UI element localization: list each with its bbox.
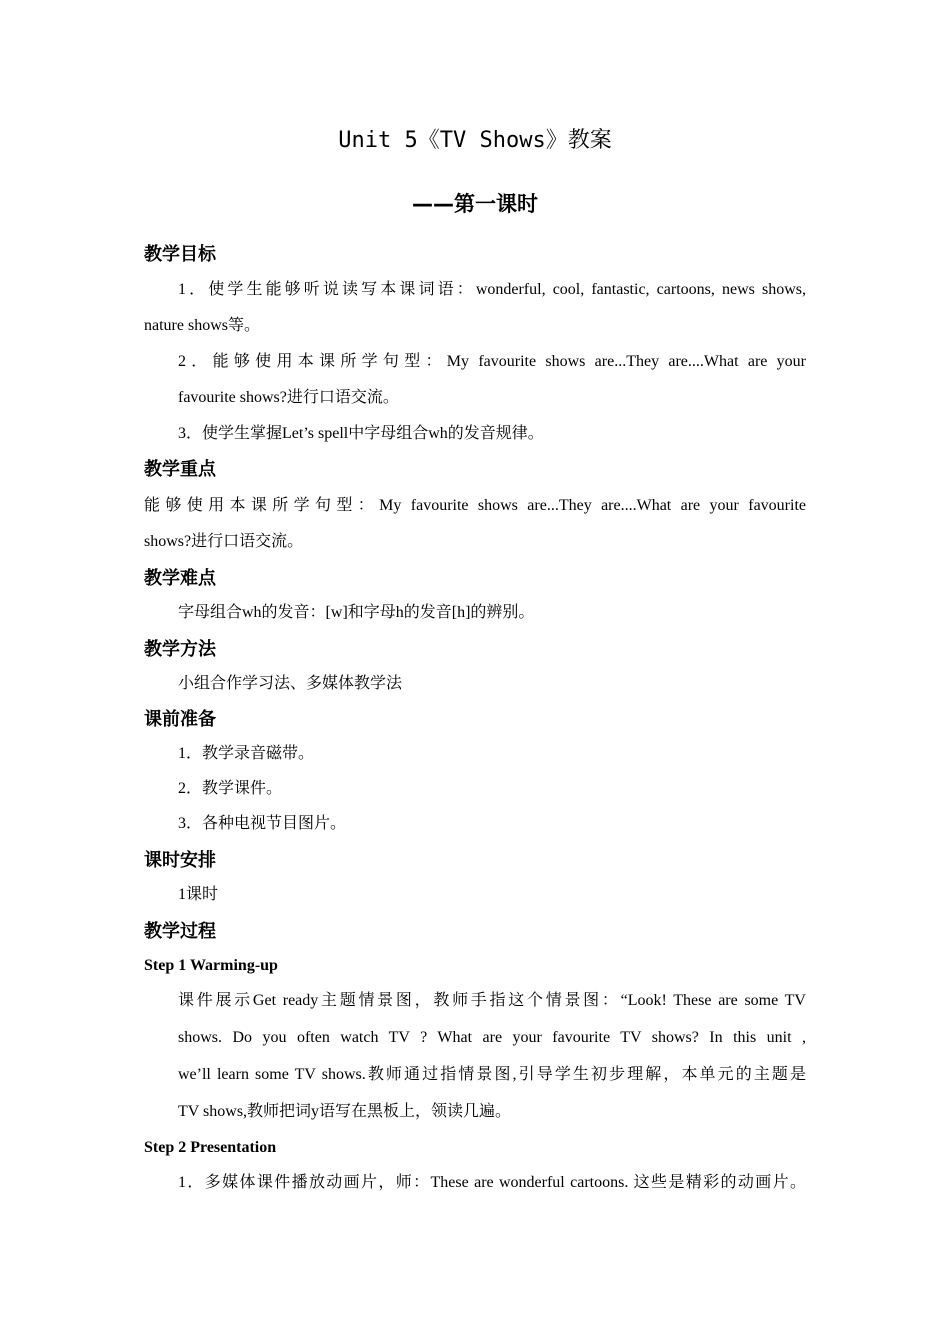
objective-item-3: 3．使学生掌握Let’s spell中字母组合wh的发音规律。 bbox=[178, 425, 544, 442]
step-1-line-1: 课件展示Get ready主题情景图，教师手指这个情景图：“Look! These are some TV bbox=[178, 992, 806, 1009]
objective-item-1-line-1: 1．使学生能够听说读写本课词语：wonderful, cool, fantastic, cartoons, news shows, bbox=[178, 281, 806, 298]
heading-preparation: 课前准备 bbox=[144, 709, 216, 730]
step-1-line-4: TV shows,教师把词y语写在黑板上，领读几遍。 bbox=[178, 1103, 512, 1120]
schedule-line-1: 1课时 bbox=[178, 886, 219, 903]
step-2-line-1: 1．多媒体课件播放动画片，师：These are wonderful cartoons. 这些是精彩的动画片。 bbox=[178, 1174, 806, 1191]
heading-process: 教学过程 bbox=[144, 921, 216, 942]
objective-item-2-line-2: favourite shows?进行口语交流。 bbox=[178, 389, 399, 406]
step-1-title: Step 1 Warming-up bbox=[144, 957, 278, 974]
key-points-line-2: shows?进行口语交流。 bbox=[144, 533, 304, 550]
key-points-line-1: 能够使用本课所学句型：My favourite shows are...They are....What are your favourite bbox=[144, 497, 806, 514]
step-1-line-2: shows. Do you often watch TV ? What are your favourite TV shows? In this unit , bbox=[178, 1029, 806, 1046]
step-1-line-3: we’ll learn some TV shows.教师通过指情景图,引导学生初步理解，本单元的主题是 bbox=[178, 1066, 806, 1083]
difficulties-line-1: 字母组合wh的发音：[w]和字母h的发音[h]的辨别。 bbox=[178, 604, 535, 621]
methods-line-1: 小组合作学习法、多媒体教学法 bbox=[178, 675, 403, 692]
step-2-title: Step 2 Presentation bbox=[144, 1139, 277, 1156]
heading-difficulties: 教学难点 bbox=[144, 568, 216, 589]
heading-key-points: 教学重点 bbox=[144, 459, 216, 480]
document-title: Unit 5《TV Shows》教案 bbox=[338, 128, 612, 153]
preparation-item-1: 1．教学录音磁带。 bbox=[178, 745, 315, 762]
heading-schedule: 课时安排 bbox=[144, 850, 216, 871]
heading-objectives: 教学目标 bbox=[144, 244, 216, 265]
objective-item-1-line-2: nature shows等。 bbox=[144, 317, 260, 334]
document-subtitle: ——第一课时 bbox=[412, 192, 538, 216]
objective-item-2-line-1: 2．能够使用本课所学句型：My favourite shows are...They are....What are your bbox=[178, 353, 806, 370]
preparation-item-2: 2．教学课件。 bbox=[178, 780, 283, 797]
heading-methods: 教学方法 bbox=[144, 639, 216, 660]
preparation-item-3: 3．各种电视节目图片。 bbox=[178, 815, 347, 832]
